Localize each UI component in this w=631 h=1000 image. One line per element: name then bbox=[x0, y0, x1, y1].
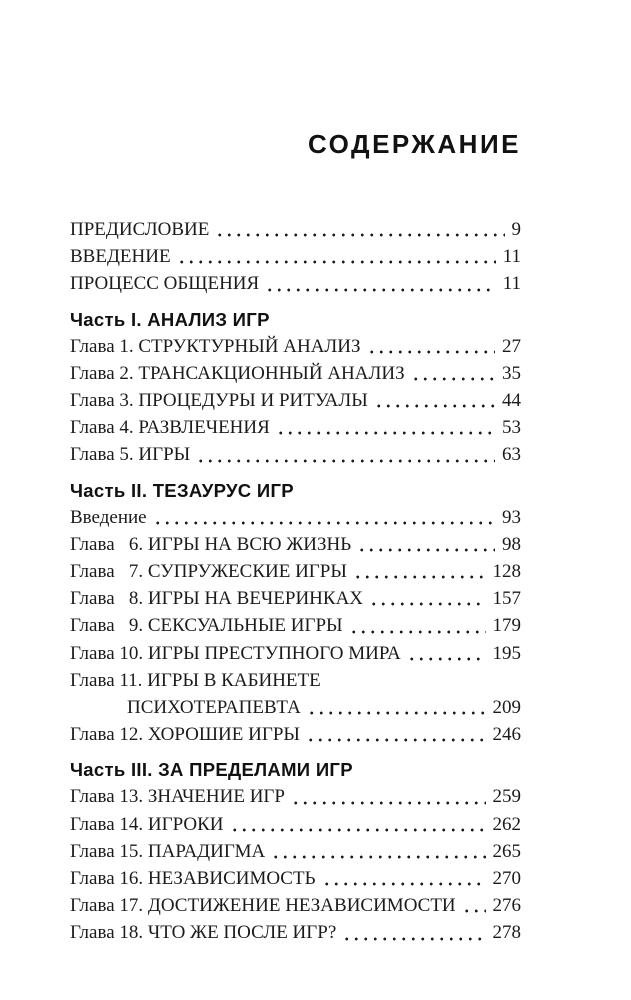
dot-leader bbox=[276, 425, 495, 435]
toc-entry bbox=[70, 892, 521, 919]
toc-entry-title: Глава 13. ЗНАЧЕНИЕ ИГР bbox=[70, 786, 285, 808]
toc-entry bbox=[70, 811, 521, 838]
part-heading: Часть III. ЗА ПРЕДЕЛАМИ ИГР bbox=[70, 759, 353, 781]
dot-leader bbox=[322, 876, 486, 886]
part-heading: Часть I. АНАЛИЗ ИГР bbox=[70, 308, 270, 330]
toc-entry-title: Глава 3. ПРОЦЕДУРЫ И РИТУАЛЫ bbox=[70, 390, 368, 412]
toc-entry-page-number: 35 bbox=[502, 362, 521, 384]
toc-entry-title: Глава 9. СЕКСУАЛЬНЫЕ ИГРЫ bbox=[70, 615, 343, 637]
toc-entry-title: Глава 7. СУПРУЖЕСКИЕ ИГРЫ bbox=[70, 561, 347, 583]
toc-entry bbox=[70, 640, 521, 667]
toc-entry-title: Глава 1. СТРУКТУРНЫЙ АНАЛИЗ bbox=[70, 335, 361, 357]
toc-entry-title: Глава 5. ИГРЫ bbox=[70, 444, 191, 466]
toc-entry bbox=[70, 243, 521, 270]
dot-leader bbox=[291, 795, 486, 805]
dot-leader bbox=[196, 453, 495, 463]
dot-leader bbox=[153, 515, 495, 525]
toc-entry-title: Глава 2. ТРАНСАКЦИОННЫЙ АНАЛИЗ bbox=[70, 362, 405, 384]
dot-leader bbox=[265, 282, 496, 292]
toc-entry bbox=[70, 865, 521, 892]
toc-section bbox=[70, 216, 521, 298]
toc-entry-page-number: 93 bbox=[502, 506, 521, 528]
part-heading: Часть II. ТЕЗАУРУС ИГР bbox=[70, 479, 294, 501]
toc-entry-page-number: 98 bbox=[502, 533, 521, 555]
dot-leader bbox=[177, 254, 496, 264]
toc-entry bbox=[70, 558, 521, 585]
toc-entry-title: Глава 18. ЧТО ЖЕ ПОСЛЕ ИГР? bbox=[70, 922, 337, 944]
toc-entry-title: Глава 4. РАЗВЛЕЧЕНИЯ bbox=[70, 417, 270, 439]
toc-entry-title: Глава 17. ДОСТИЖЕНИЕ НЕЗАВИСИМОСТИ bbox=[70, 895, 456, 917]
toc-entry-page-number: 128 bbox=[492, 561, 521, 583]
toc-entry-page-number: 195 bbox=[492, 642, 521, 664]
toc-entry bbox=[70, 387, 521, 414]
toc-entry-title: Глава 11. ИГРЫ В КАБИНЕТЕ bbox=[70, 669, 321, 691]
dot-leader bbox=[342, 931, 485, 941]
page-title: СОДЕРЖАНИЕ bbox=[308, 129, 521, 159]
toc-entry bbox=[70, 612, 521, 639]
toc-entry-page-number: 259 bbox=[492, 786, 521, 808]
dot-leader bbox=[407, 651, 486, 661]
toc-entry-page-number: 276 bbox=[492, 895, 521, 917]
dot-leader bbox=[230, 822, 486, 832]
toc-entry bbox=[70, 360, 521, 387]
toc-entry-page-number: 209 bbox=[492, 697, 521, 719]
toc-entry bbox=[70, 531, 521, 558]
toc-entry-page-number: 11 bbox=[502, 273, 521, 295]
toc-entry bbox=[70, 333, 521, 360]
toc-entry bbox=[70, 838, 521, 865]
dot-leader bbox=[374, 398, 495, 408]
toc-section bbox=[70, 306, 521, 469]
table-of-contents bbox=[70, 216, 521, 947]
dot-leader bbox=[307, 705, 486, 715]
dot-leader bbox=[462, 903, 486, 913]
toc-entry-page-number: 246 bbox=[492, 724, 521, 746]
toc-entry bbox=[70, 783, 521, 810]
toc-entry bbox=[70, 270, 521, 297]
toc-entry-continuation bbox=[70, 694, 521, 721]
toc-entry-title: Глава 10. ИГРЫ ПРЕСТУПНОГО МИРА bbox=[70, 642, 401, 664]
toc-entry-title: ВВЕДЕНИЕ bbox=[70, 246, 171, 268]
toc-entry-page-number: 9 bbox=[511, 219, 521, 240]
toc-entry-page-number: 53 bbox=[502, 417, 521, 439]
toc-entry bbox=[70, 919, 521, 946]
toc-entry-title: Глава 6. ИГРЫ НА ВСЮ ЖИЗНЬ bbox=[70, 533, 352, 555]
toc-section bbox=[70, 477, 521, 749]
toc-entry-page-number: 63 bbox=[502, 444, 521, 466]
dot-leader bbox=[411, 371, 495, 381]
toc-section bbox=[70, 756, 521, 946]
dot-leader bbox=[369, 596, 485, 606]
dot-leader bbox=[357, 542, 495, 552]
toc-entry-title: Глава 12. ХОРОШИЕ ИГРЫ bbox=[70, 724, 300, 746]
toc-entry-title: ПСИХОТЕРАПЕВТА bbox=[127, 697, 301, 719]
toc-entry-page-number: 179 bbox=[492, 615, 521, 637]
toc-entry-page-number: 11 bbox=[502, 246, 521, 268]
toc-entry bbox=[70, 721, 521, 748]
dot-leader bbox=[271, 849, 485, 859]
toc-entry bbox=[70, 414, 521, 441]
toc-entry-title: Глава 14. ИГРОКИ bbox=[70, 813, 224, 835]
toc-entry bbox=[70, 504, 521, 531]
toc-entry-title: Введение bbox=[70, 506, 147, 528]
toc-entry bbox=[70, 667, 521, 694]
toc-entry-page-number: 270 bbox=[492, 868, 521, 890]
dot-leader bbox=[306, 732, 486, 742]
toc-entry-page-number: 44 bbox=[502, 390, 521, 412]
dot-leader bbox=[367, 344, 495, 354]
dot-leader bbox=[353, 569, 486, 579]
toc-entry-page-number: 278 bbox=[492, 922, 521, 944]
dot-leader bbox=[215, 227, 504, 237]
toc-entry-page-number: 157 bbox=[492, 588, 521, 610]
toc-entry-title: Глава 16. НЕЗАВИСИМОСТЬ bbox=[70, 868, 316, 890]
toc-entry-title: ПРОЦЕСС ОБЩЕНИЯ bbox=[70, 273, 260, 295]
toc-entry bbox=[70, 441, 521, 468]
toc-entry-page-number: 27 bbox=[502, 335, 521, 357]
toc-entry bbox=[70, 585, 521, 612]
toc-entry-page-number: 262 bbox=[492, 813, 521, 835]
toc-entry bbox=[70, 216, 521, 243]
toc-entry-title: Глава 8. ИГРЫ НА ВЕЧЕРИНКАХ bbox=[70, 588, 364, 610]
toc-entry-title: ПРЕДИСЛОВИЕ bbox=[70, 219, 210, 240]
toc-entry-page-number: 265 bbox=[492, 840, 521, 862]
toc-entry-title: Глава 15. ПАРАДИГМА bbox=[70, 840, 266, 862]
dot-leader bbox=[349, 624, 486, 634]
